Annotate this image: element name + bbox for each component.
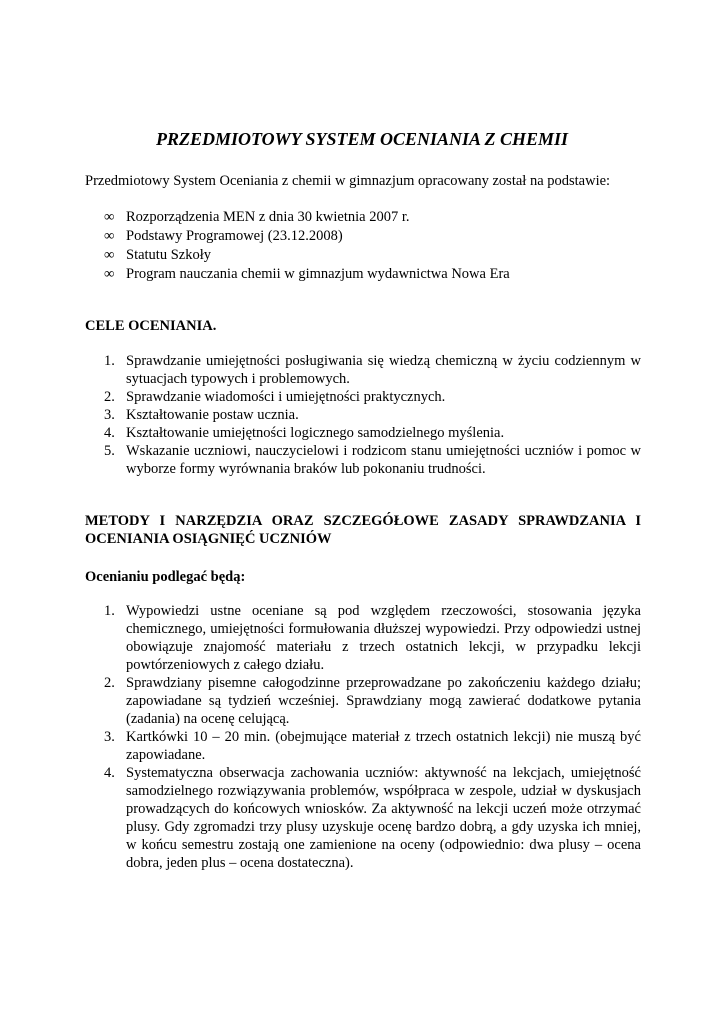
- list-item: 2. Sprawdziany pisemne całogodzinne przeprowadzane po zakończeniu każdego działu; zapowiadane są tydzień wcześniej. Sprawdziany mogą zawierać dodatkowe pytania (zadania) na ocenę celującą.: [104, 675, 641, 727]
- list-item: ∞ Statutu Szkoły: [104, 247, 211, 263]
- goals-heading: CELE OCENIANIA.: [85, 318, 217, 334]
- infinity-bullet-icon: ∞: [104, 266, 115, 282]
- document-title: PRZEDMIOTOWY SYSTEM OCENIANIA Z CHEMII: [155, 129, 569, 149]
- goals-list: [85, 352, 641, 478]
- list-item: 1. Sprawdzanie umiejętności posługiwania się wiedzą chemiczną w życiu codziennym w sytuacjach typowych i problemowych.: [104, 353, 641, 387]
- bases-list: [104, 208, 510, 284]
- list-item: ∞ Program nauczania chemii w gimnazjum wydawnictwa Nowa Era: [104, 266, 510, 282]
- list-item: 2. Sprawdzanie wiadomości i umiejętności praktycznych.: [104, 389, 446, 405]
- methods-heading: METODY I NARZĘDZIA ORAZ SZCZEGÓŁOWE ZASADY SPRAWDZANIA I OCENIANIA OSIĄGNIĘĆ UCZNIÓW: [85, 513, 641, 547]
- list-item: ∞ Rozporządzenia MEN z dnia 30 kwietnia 2007 r.: [104, 209, 410, 225]
- list-item: 3. Kartkówki 10 – 20 min. (obejmujące materiał z trzech ostatnich lekcji) nie muszą być zapowiadane.: [104, 729, 641, 763]
- assessed-list: [85, 602, 641, 872]
- infinity-bullet-icon: ∞: [104, 247, 115, 263]
- infinity-bullet-icon: ∞: [104, 209, 115, 225]
- assessed-heading: Ocenianiu podlegać będą:: [85, 569, 246, 585]
- intro-paragraph: Przedmiotowy System Oceniania z chemii w gimnazjum opracowany został na podstawie:: [85, 173, 611, 189]
- list-item: 3. Kształtowanie postaw ucznia.: [104, 407, 299, 423]
- list-item: ∞ Podstawy Programowej (23.12.2008): [104, 228, 343, 244]
- list-item: 1. Wypowiedzi ustne oceniane są pod względem rzeczowości, stosowania języka chemicznego, umiejętności formułowania dłuższej wypowiedzi. Przy odpowiedzi ustnej obowiązuje znajomość materiału z trzech ostatnich lekcji, w przypadku lekcji powtórzeniowych z całego działu.: [104, 603, 641, 673]
- list-item: 4. Systematyczna obserwacja zachowania uczniów: aktywność na lekcjach, umiejętność samodzielnego rozwiązywania problemów, współpraca w zespole, udział w dyskusjach prowadzących do końcowych wniosków. Za aktywność na lekcji uczeń może otrzymać plusy. Gdy zgromadzi trzy plusy uzyskuje ocenę bardzo dobrą, a gdy uzyska ich mniej, w końcu semestru zostają one zamienione na oceny (odpowiednio: dwa plusy – ocena dobra, jeden plus – ocena dostateczna).: [104, 765, 641, 871]
- list-item: 5. Wskazanie uczniowi, nauczycielowi i rodzicom stanu umiejętności uczniów i pomoc w wyborze formy wyrównania braków lub pokonaniu trudności.: [104, 443, 641, 477]
- infinity-bullet-icon: ∞: [104, 228, 115, 244]
- list-item: 4. Kształtowanie umiejętności logicznego samodzielnego myślenia.: [104, 425, 505, 441]
